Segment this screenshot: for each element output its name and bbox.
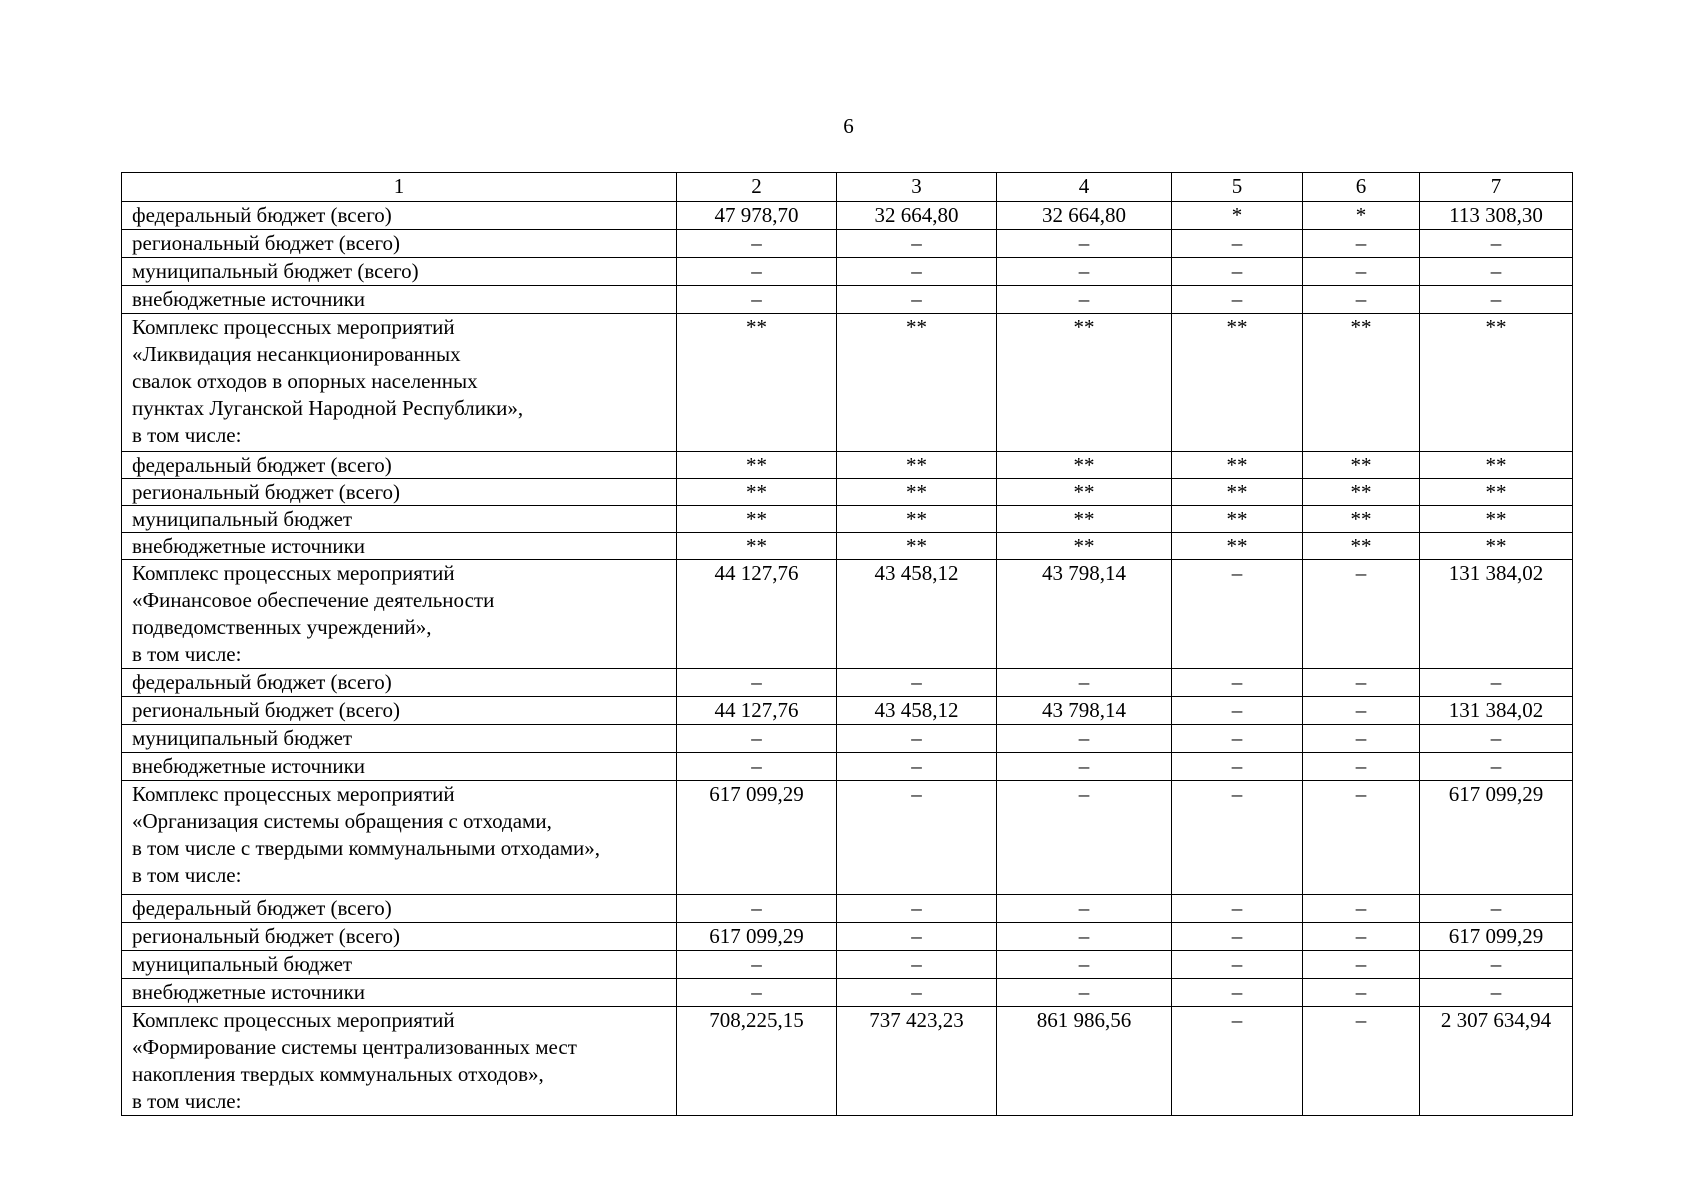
table-row	[122, 202, 1573, 230]
value-cell: 47 978,70	[677, 202, 837, 230]
value-cell: **	[1303, 479, 1420, 506]
value-cell: 113 308,30	[1420, 202, 1573, 230]
value-cell: **	[1420, 506, 1573, 533]
value-cell: **	[837, 533, 997, 560]
value-cell: –	[837, 781, 997, 895]
value-cell: **	[677, 533, 837, 560]
value-cell: –	[1172, 286, 1303, 314]
value-cell: –	[1172, 1007, 1303, 1116]
value-cell: 43 458,12	[837, 560, 997, 669]
value-cell: –	[1303, 258, 1420, 286]
row-label: муниципальный бюджет	[122, 506, 677, 533]
value-cell: –	[997, 979, 1172, 1007]
value-cell: –	[837, 286, 997, 314]
value-cell: –	[1303, 895, 1420, 923]
value-cell: **	[1303, 314, 1420, 452]
table-row	[122, 452, 1573, 479]
value-cell: –	[837, 258, 997, 286]
table-row	[122, 697, 1573, 725]
value-cell: –	[1420, 951, 1573, 979]
budget-table	[121, 172, 1573, 1116]
value-cell: 708,225,15	[677, 1007, 837, 1116]
row-label: муниципальный бюджет	[122, 725, 677, 753]
value-cell: **	[1420, 533, 1573, 560]
value-cell: –	[997, 895, 1172, 923]
table-row-complex	[122, 1007, 1573, 1116]
value-cell: **	[837, 452, 997, 479]
value-cell: –	[1303, 669, 1420, 697]
row-label: региональный бюджет (всего)	[122, 923, 677, 951]
value-cell: **	[1420, 314, 1573, 452]
value-cell: **	[1172, 452, 1303, 479]
value-cell: **	[677, 506, 837, 533]
value-cell: **	[1172, 479, 1303, 506]
value-cell: –	[1420, 669, 1573, 697]
value-cell: –	[997, 781, 1172, 895]
value-cell: –	[1303, 979, 1420, 1007]
value-cell: –	[1172, 258, 1303, 286]
header-cell: 1	[122, 173, 677, 202]
row-label: региональный бюджет (всего)	[122, 230, 677, 258]
value-cell: –	[677, 951, 837, 979]
value-cell: **	[997, 479, 1172, 506]
value-cell: –	[1303, 1007, 1420, 1116]
value-cell: **	[1420, 479, 1573, 506]
table-row	[122, 506, 1573, 533]
value-cell: *	[1172, 202, 1303, 230]
value-cell: –	[1303, 753, 1420, 781]
value-cell: –	[677, 669, 837, 697]
row-label: Комплекс процессных мероприятий «Формирование системы централизованных мест накопления твердых коммунальных отходов», в том числе:	[122, 1007, 677, 1116]
value-cell: –	[1420, 725, 1573, 753]
value-cell: *	[1303, 202, 1420, 230]
value-cell: **	[997, 506, 1172, 533]
table-row	[122, 753, 1573, 781]
value-cell: 44 127,76	[677, 560, 837, 669]
value-cell: 131 384,02	[1420, 560, 1573, 669]
table-header-row	[122, 173, 1573, 202]
table-row	[122, 230, 1573, 258]
value-cell: **	[837, 479, 997, 506]
value-cell: **	[1172, 533, 1303, 560]
value-cell: –	[997, 923, 1172, 951]
value-cell: –	[1420, 258, 1573, 286]
value-cell: 737 423,23	[837, 1007, 997, 1116]
row-label: Комплекс процессных мероприятий «Организация системы обращения с отходами, в том числе с твердыми коммунальными отходами», в том числе:	[122, 781, 677, 895]
table-row	[122, 286, 1573, 314]
value-cell: –	[997, 951, 1172, 979]
value-cell: –	[1172, 725, 1303, 753]
value-cell: –	[1420, 979, 1573, 1007]
value-cell: –	[837, 669, 997, 697]
value-cell: –	[1172, 560, 1303, 669]
value-cell: –	[1420, 286, 1573, 314]
table-row	[122, 533, 1573, 560]
value-cell: **	[1303, 452, 1420, 479]
value-cell: 43 798,14	[997, 697, 1172, 725]
value-cell: –	[997, 258, 1172, 286]
value-cell: –	[1172, 895, 1303, 923]
value-cell: –	[677, 895, 837, 923]
value-cell: –	[837, 979, 997, 1007]
value-cell: –	[997, 230, 1172, 258]
row-label: внебюджетные источники	[122, 533, 677, 560]
value-cell: **	[1172, 314, 1303, 452]
table-row	[122, 923, 1573, 951]
value-cell: **	[997, 452, 1172, 479]
value-cell: –	[1172, 669, 1303, 697]
value-cell: 617 099,29	[1420, 781, 1573, 895]
value-cell: 43 458,12	[837, 697, 997, 725]
value-cell: 131 384,02	[1420, 697, 1573, 725]
table-row-complex	[122, 314, 1573, 452]
value-cell: –	[677, 725, 837, 753]
row-label: Комплекс процессных мероприятий «Финансовое обеспечение деятельности подведомственных учреждений», в том числе:	[122, 560, 677, 669]
value-cell: 617 099,29	[677, 923, 837, 951]
value-cell: –	[677, 258, 837, 286]
value-cell: **	[677, 314, 837, 452]
value-cell: –	[837, 725, 997, 753]
value-cell: –	[1172, 781, 1303, 895]
value-cell: **	[997, 533, 1172, 560]
table-row	[122, 951, 1573, 979]
value-cell: –	[1172, 697, 1303, 725]
value-cell: **	[1420, 452, 1573, 479]
value-cell: –	[1172, 923, 1303, 951]
row-label: федеральный бюджет (всего)	[122, 202, 677, 230]
page-number: 6	[843, 114, 854, 138]
value-cell: –	[1303, 725, 1420, 753]
value-cell: –	[997, 725, 1172, 753]
value-cell: 2 307 634,94	[1420, 1007, 1573, 1116]
table-row	[122, 725, 1573, 753]
value-cell: –	[677, 753, 837, 781]
value-cell: 43 798,14	[997, 560, 1172, 669]
value-cell: –	[1420, 895, 1573, 923]
header-cell: 2	[677, 173, 837, 202]
row-label: федеральный бюджет (всего)	[122, 452, 677, 479]
row-label: внебюджетные источники	[122, 753, 677, 781]
row-label: федеральный бюджет (всего)	[122, 895, 677, 923]
value-cell: –	[1303, 923, 1420, 951]
table-row	[122, 669, 1573, 697]
value-cell: –	[1420, 753, 1573, 781]
header-cell: 3	[837, 173, 997, 202]
row-label: муниципальный бюджет (всего)	[122, 258, 677, 286]
row-label: внебюджетные источники	[122, 979, 677, 1007]
value-cell: 617 099,29	[677, 781, 837, 895]
value-cell: –	[1303, 286, 1420, 314]
row-label: муниципальный бюджет	[122, 951, 677, 979]
value-cell: –	[997, 669, 1172, 697]
value-cell: **	[1172, 506, 1303, 533]
header-cell: 6	[1303, 173, 1420, 202]
value-cell: –	[837, 895, 997, 923]
row-label: Комплекс процессных мероприятий «Ликвидация несанкционированных свалок отходов в опорных населенных пунктах Луганской Народной Республики», в том числе:	[122, 314, 677, 452]
value-cell: 32 664,80	[837, 202, 997, 230]
table-row-complex	[122, 560, 1573, 669]
value-cell: –	[1420, 230, 1573, 258]
value-cell: –	[1303, 697, 1420, 725]
value-cell: –	[837, 951, 997, 979]
value-cell: 617 099,29	[1420, 923, 1573, 951]
value-cell: –	[837, 753, 997, 781]
value-cell: 44 127,76	[677, 697, 837, 725]
value-cell: –	[1303, 781, 1420, 895]
value-cell: –	[1303, 560, 1420, 669]
value-cell: **	[677, 479, 837, 506]
header-cell: 4	[997, 173, 1172, 202]
table-row	[122, 258, 1573, 286]
value-cell: –	[997, 753, 1172, 781]
header-cell: 7	[1420, 173, 1573, 202]
table-row	[122, 895, 1573, 923]
value-cell: –	[1172, 979, 1303, 1007]
value-cell: **	[997, 314, 1172, 452]
value-cell: –	[1303, 230, 1420, 258]
value-cell: –	[1172, 230, 1303, 258]
row-label: федеральный бюджет (всего)	[122, 669, 677, 697]
table-row	[122, 979, 1573, 1007]
value-cell: **	[837, 506, 997, 533]
header-cell: 5	[1172, 173, 1303, 202]
value-cell: 32 664,80	[997, 202, 1172, 230]
value-cell: –	[837, 230, 997, 258]
row-label: региональный бюджет (всего)	[122, 697, 677, 725]
row-label: региональный бюджет (всего)	[122, 479, 677, 506]
table-row	[122, 479, 1573, 506]
value-cell: –	[997, 286, 1172, 314]
value-cell: –	[1172, 753, 1303, 781]
value-cell: **	[677, 452, 837, 479]
row-label: внебюджетные источники	[122, 286, 677, 314]
value-cell: **	[837, 314, 997, 452]
value-cell: –	[677, 979, 837, 1007]
value-cell: –	[677, 286, 837, 314]
value-cell: **	[1303, 533, 1420, 560]
value-cell: 861 986,56	[997, 1007, 1172, 1116]
value-cell: –	[677, 230, 837, 258]
table-row-complex	[122, 781, 1573, 895]
value-cell: –	[837, 923, 997, 951]
value-cell: **	[1303, 506, 1420, 533]
value-cell: –	[1172, 951, 1303, 979]
value-cell: –	[1303, 951, 1420, 979]
